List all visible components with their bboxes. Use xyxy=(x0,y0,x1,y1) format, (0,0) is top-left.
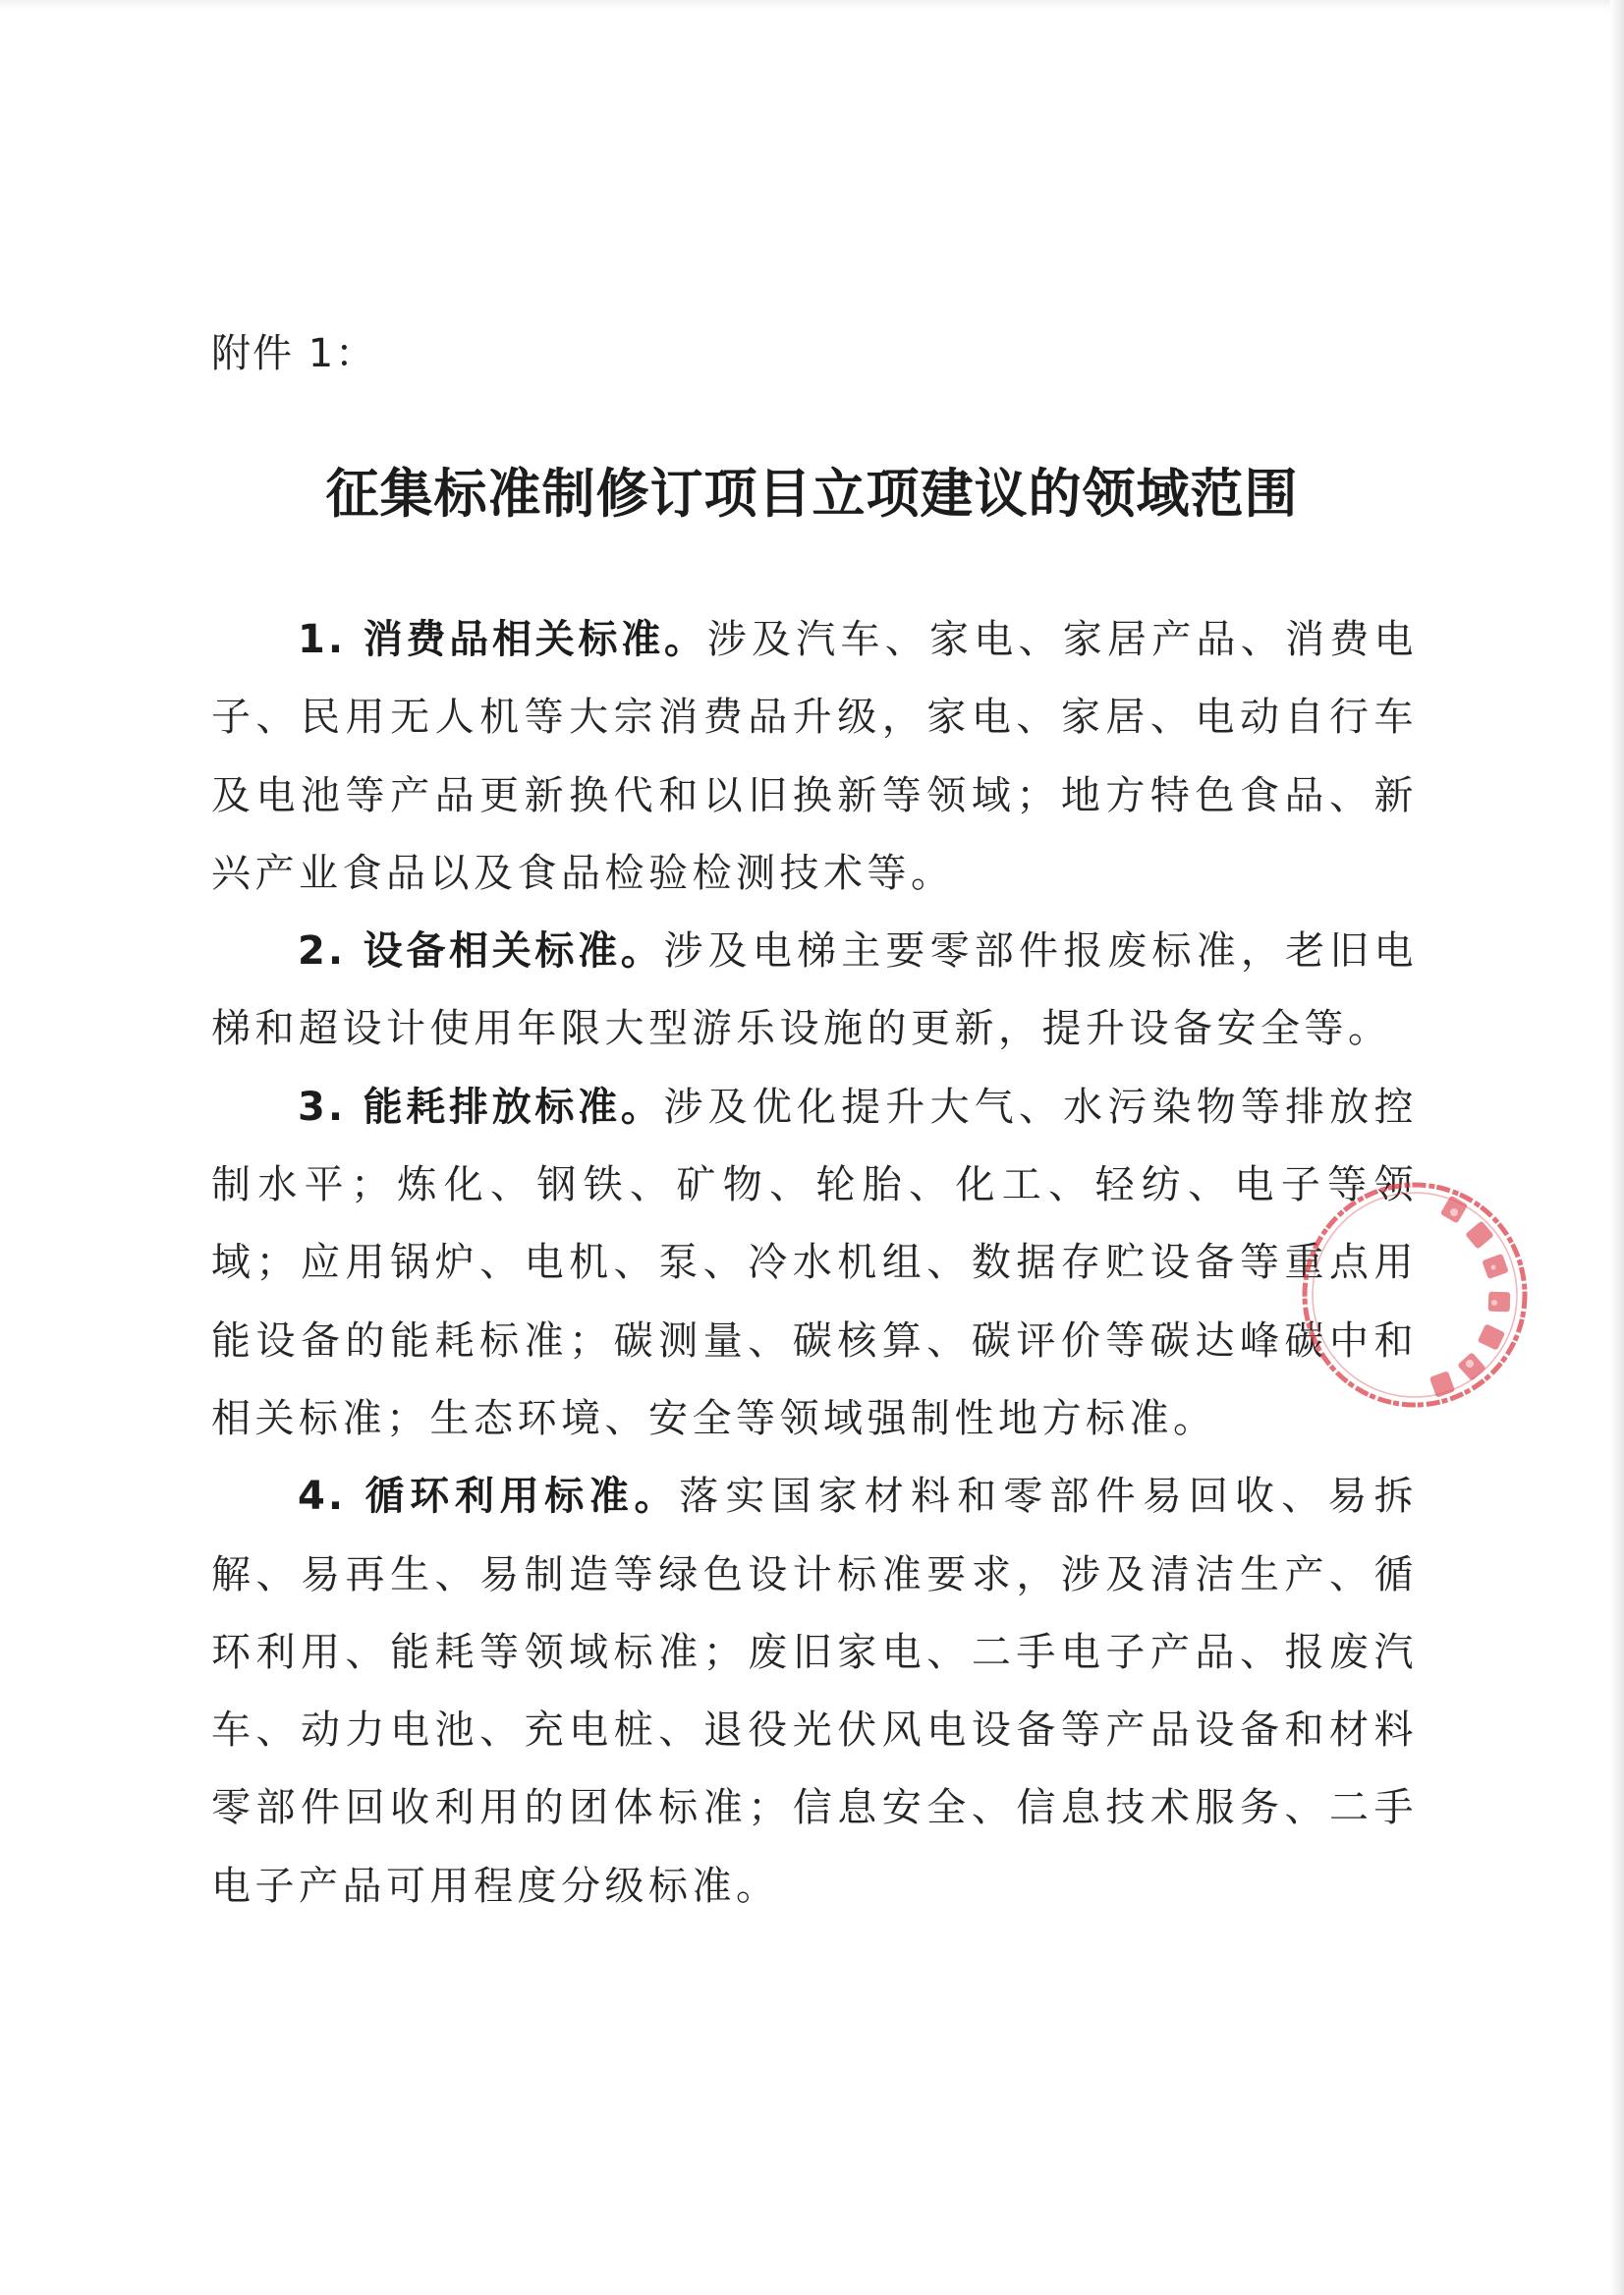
section-3-heading: 3. 能耗排放标准。 xyxy=(298,1084,664,1130)
section-1-text: 涉及汽车、家电、家居产品、消费电子、民用无人机等大宗消费品升级，家电、家居、电动自行车及电池等产品更新换代和以旧换新等领域；地方特色食品、新兴产业食品以及食品检验检测技术等。 xyxy=(211,617,1419,896)
section-4-paragraph xyxy=(211,1458,1418,1926)
attachment-label: 附件 1： xyxy=(211,331,377,376)
section-3-text: 涉及优化提升大气、水污染物等排放控制水平；炼化、钢铁、矿物、轮胎、化工、轻纺、电子等领域；应用锅炉、电机、泵、冷水机组、数据存贮设备等重点用能设备的能耗标准；碳测量、碳核算、碳评价等碳达峰碳中和相关标准；生态环境、安全等领域强制性地方标准。 xyxy=(211,1084,1418,1441)
scan-edge-right xyxy=(1610,0,1624,2295)
section-4-heading: 4. 循环利用标准。 xyxy=(298,1474,680,1520)
document-body xyxy=(211,601,1418,1926)
section-4-text: 落实国家材料和零部件易回收、易拆解、易再生、易制造等绿色设计标准要求，涉及清洁生产、循环利用、能耗等领域标准；废旧家电、二手电子产品、报废汽车、动力电池、充电桩、退役光伏风电设备等产品设备和材料零部件回收利用的团体标准；信息安全、信息技术服务、二手电子产品可用程度分级标准。 xyxy=(211,1474,1419,1909)
scan-edge-top xyxy=(0,0,1624,10)
section-2-text: 涉及电梯主要零部件报废标准，老旧电梯和超设计使用年限大型游乐设施的更新，提升设备安全等。 xyxy=(211,928,1418,1052)
section-3-paragraph xyxy=(211,1069,1418,1458)
seal-glyph-marks xyxy=(1429,1195,1511,1397)
document-title: 征集标准制修订项目立项建议的领域范围 xyxy=(325,462,1299,525)
section-1-paragraph xyxy=(211,601,1418,913)
section-1-heading: 1. 消费品相关标准。 xyxy=(298,617,707,662)
section-2-heading: 2. 设备相关标准。 xyxy=(298,928,664,975)
seal-texture xyxy=(1450,1208,1497,1368)
section-2-paragraph xyxy=(211,913,1418,1069)
